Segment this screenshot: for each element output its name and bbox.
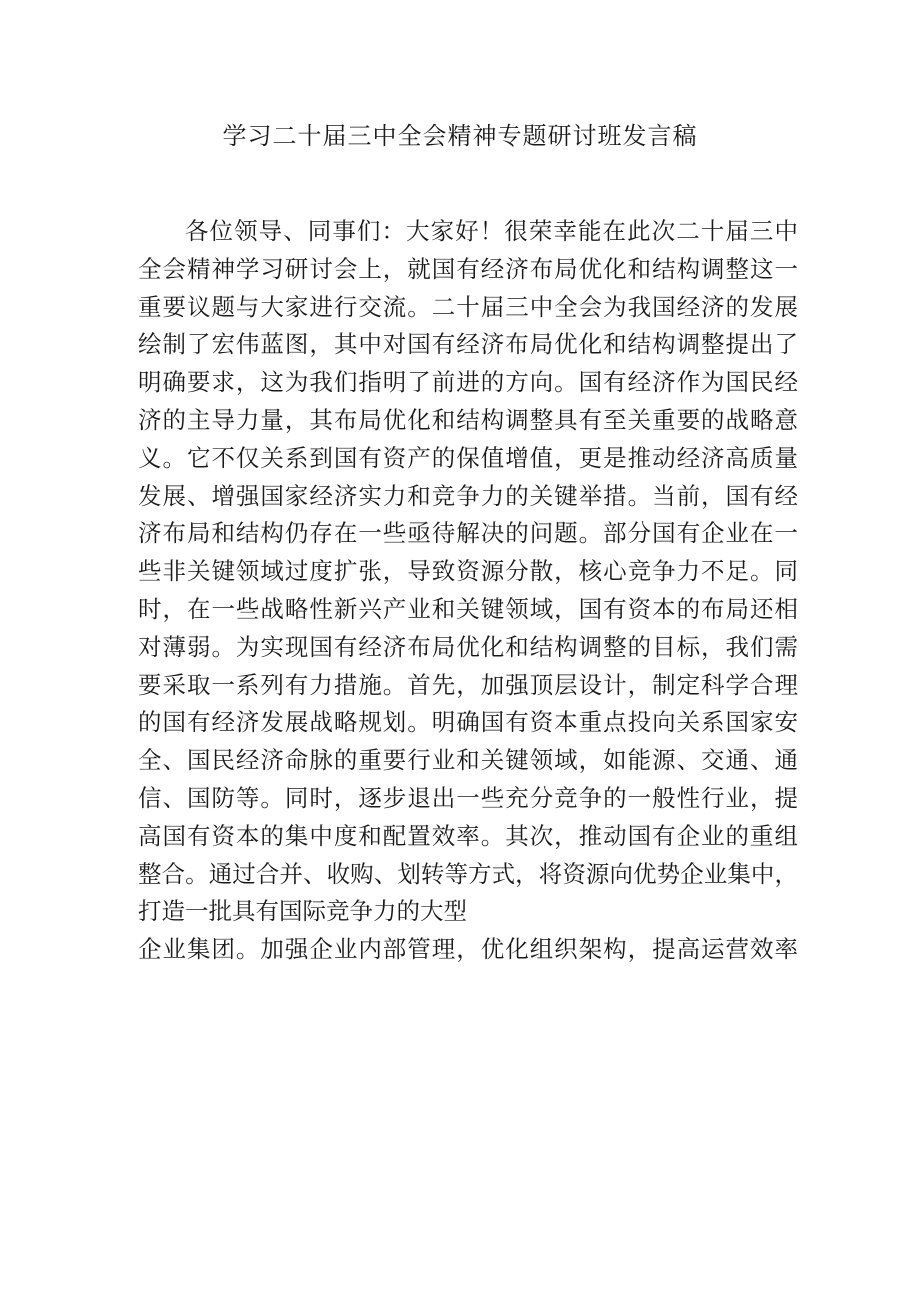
body-line: 绘制了宏伟蓝图，其中对国有经济布局优化和结构调整提出了 xyxy=(138,330,798,359)
document-title: 学习二十届三中全会精神专题研讨班发言稿 xyxy=(222,122,698,150)
body-line: 企业集团。加强企业内部管理，优化组织架构，提高运营效率 xyxy=(138,935,798,964)
body-line: 重要议题与大家进行交流。二十届三中全会为我国经济的发展 xyxy=(138,292,798,321)
body-line: 要采取一系列有力措施。首先，加强顶层设计，制定科学合理 xyxy=(138,670,798,699)
body-line: 整合。通过合并、收购、划转等方式，将资源向优势企业集中， xyxy=(138,859,798,888)
body-line: 发展、增强国家经济实力和竞争力的关键举措。当前，国有经 xyxy=(138,481,798,510)
body-line: 济布局和结构仍存在一些亟待解决的问题。部分国有企业在一 xyxy=(138,519,798,548)
body-line: 些非关键领域过度扩张，导致资源分散，核心竞争力不足。同 xyxy=(138,557,798,586)
body-line: 各位领导、同事们：大家好！很荣幸能在此次二十届三中 xyxy=(185,217,798,245)
body-line: 全会精神学习研讨会上，就国有经济布局优化和结构调整这一 xyxy=(138,254,798,283)
body-line: 的国有经济发展战略规划。明确国有资本重点投向关系国家安 xyxy=(138,708,798,737)
body-line: 高国有资本的集中度和配置效率。其次，推动国有企业的重组 xyxy=(138,821,798,850)
body-line: 济的主导力量，其布局优化和结构调整具有至关重要的战略意 xyxy=(138,405,798,434)
body-line: 全、国民经济命脉的重要行业和关键领域，如能源、交通、通 xyxy=(138,746,798,775)
body-line: 信、国防等。同时，逐步退出一些充分竞争的一般性行业，提 xyxy=(138,783,798,812)
body-line: 时，在一些战略性新兴产业和关键领域，国有资本的布局还相 xyxy=(138,594,798,623)
body-line: 义。它不仅关系到国有资产的保值增值，更是推动经济高质量 xyxy=(138,443,798,472)
body-line: 打造一批具有国际竞争力的大型 xyxy=(138,897,467,926)
document-body xyxy=(138,213,798,969)
body-line: 明确要求，这为我们指明了前进的方向。国有经济作为国民经 xyxy=(138,368,798,397)
body-line: 对薄弱。为实现国有经济布局优化和结构调整的目标，我们需 xyxy=(138,632,798,661)
